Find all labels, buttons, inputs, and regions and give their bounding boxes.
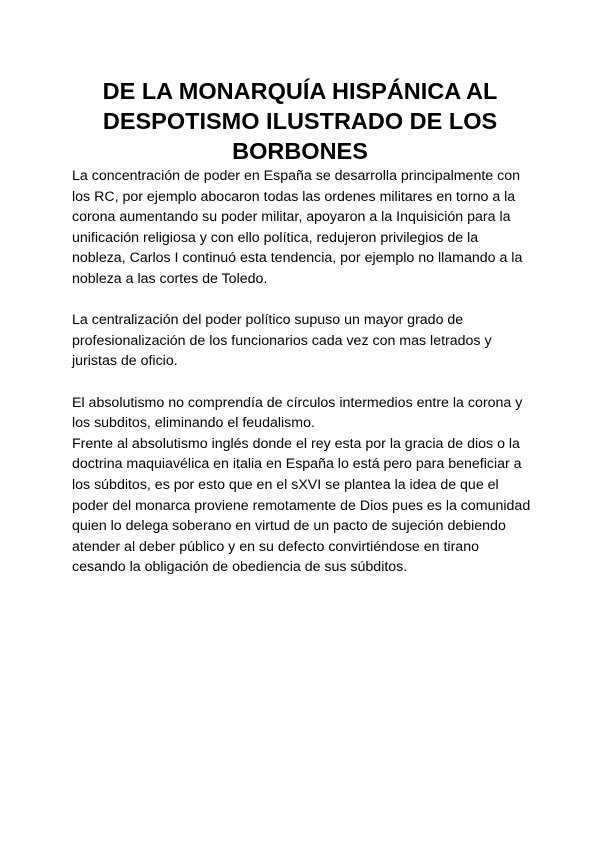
paragraph-spacer [72,372,534,393]
paragraph-spacer [72,290,534,311]
paragraph-centralization: La centralización del poder político supuso un mayor grado de profesionalización de los funcionarios cada vez con mas letrados y juristas de oficio. [72,312,492,370]
paragraph-comparison: Frente al absolutismo inglés donde el rey esta por la gracia de dios o la doctrina maquiavélica en italia en España lo está pero para beneficiar a los súbditos, es por esto que en el sXVI se plantea la idea de que el poder del monarca proviene remotamente de Dios pues es la comunidad quien lo delega soberano en virtud de un pacto de sujeción debiendo atender al deber público y en su defecto convirtiéndose en tirano cesando la obligación de obediencia de sus súbditos. [72,435,531,576]
page-title: DE LA MONARQUÍA HISPÁNICA AL DESPOTISMO ILUSTRADO DE LOS BORBONES [102,78,498,164]
paragraph-absolutism: El absolutismo no comprendía de círculos intermedios entre la corona y los subditos, eliminando el feudalismo. [72,394,523,432]
document-body [72,166,534,578]
paragraph-concentration: La concentración de poder en España se desarrolla principalmente con los RC, por ejemplo abocaron todas las ordenes militares en torno a la corona aumentando su poder militar, apoyaron a la Inquisición para la unificación religiosa y con ello política, redujeron privilegios de la nobleza, Carlos I continuó esta tendencia, por ejemplo no llamando a la nobleza a las cortes de Toledo. [72,168,523,287]
